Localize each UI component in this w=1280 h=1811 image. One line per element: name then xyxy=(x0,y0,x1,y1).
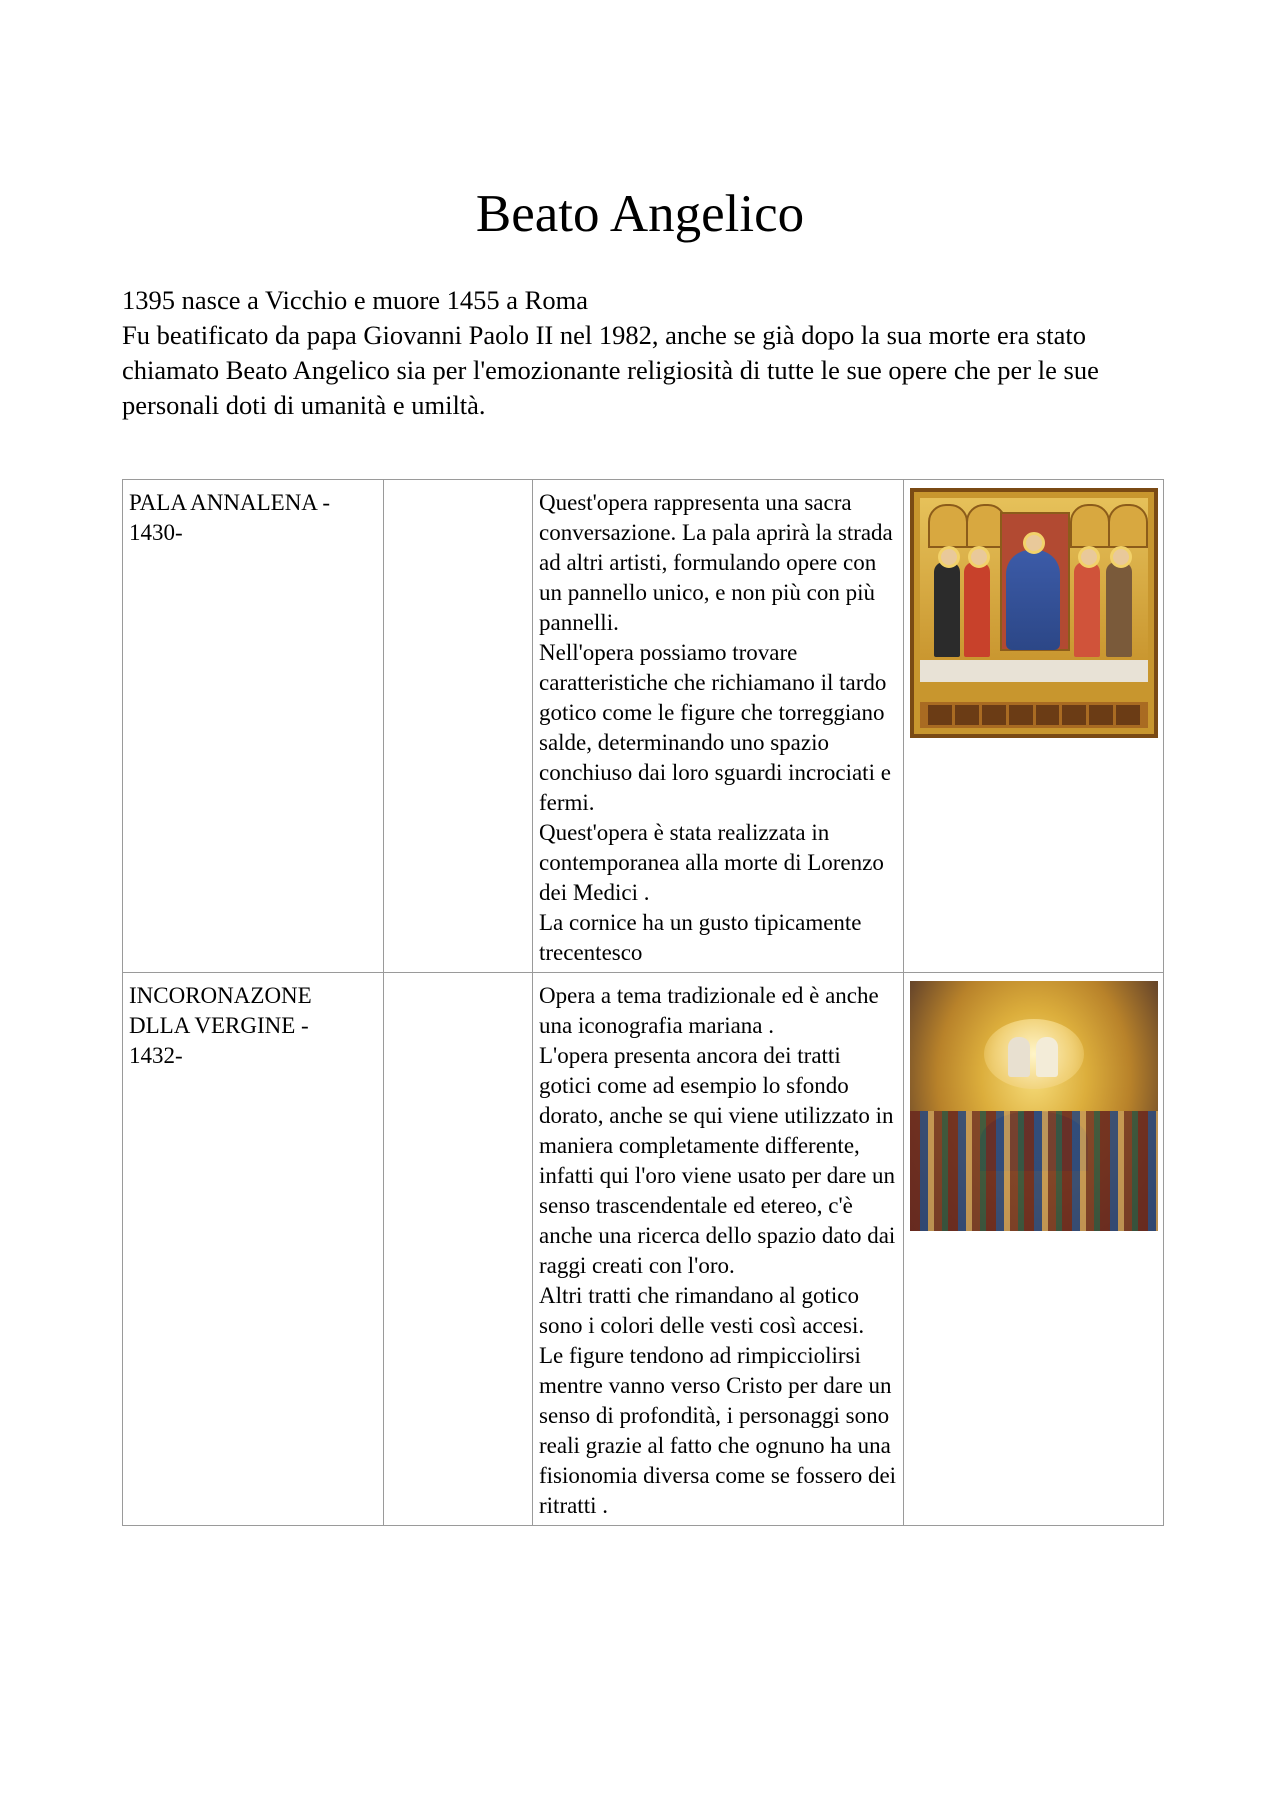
saint-figure xyxy=(964,562,990,657)
intro-section xyxy=(122,283,1172,423)
description-paragraph: L'opera presenta ancora dei tratti gotici come ad esempio lo sfondo dorato, anche se qui viene utilizzato in maniera completamente differente, infatti qui l'oro viene usato per dare un senso trascendentale ed etereo, c'è anche una ricerca dello spazio dato dai raggi creati con l'oro. xyxy=(539,1043,896,1278)
work-name-cell xyxy=(123,480,384,973)
work-image-cell xyxy=(904,973,1164,1526)
madonna-head xyxy=(1023,532,1045,554)
saint-head xyxy=(938,546,960,568)
arch-ornament xyxy=(928,504,968,548)
work-name: INCORONAZONE DLLA VERGINE - xyxy=(129,983,312,1038)
virgin-figure xyxy=(1008,1037,1030,1077)
work-name-cell xyxy=(123,973,384,1526)
arch-ornament xyxy=(1070,504,1110,548)
intro-paragraph: Fu beatificato da papa Giovanni Paolo II nel 1982, anche se già dopo la sua morte era stato chiamato Beato Angelico sia per l'emozionante religiosità di tutte le sue opere che per le sue personali doti di umanità e umiltà. xyxy=(122,320,1099,420)
floor xyxy=(920,660,1148,682)
description-paragraph: La cornice ha un gusto tipicamente trecentesco xyxy=(539,910,862,965)
madonna-figure xyxy=(1006,550,1060,650)
empty-cell xyxy=(384,973,533,1526)
incoronazione-della-vergine-painting xyxy=(910,981,1158,1231)
description-paragraph: Quest'opera è stata realizzata in contemporanea alla morte di Lorenzo dei Medici . xyxy=(539,820,884,905)
work-image-cell xyxy=(904,480,1164,973)
description-paragraph: Quest'opera rappresenta una sacra conversazione. La pala aprirà la strada ad altri artisti, formulando opere con un pannello unico, e non più con più pannelli. xyxy=(539,490,893,635)
work-date: 1432- xyxy=(129,1043,183,1068)
works-table xyxy=(122,479,1164,1526)
saint-head xyxy=(1078,546,1100,568)
predella xyxy=(920,702,1148,728)
description-paragraph: Le figure tendono ad rimpicciolirsi mentre vanno verso Cristo per dare un senso di profondità, i personaggi sono reali grazie al fatto che ognuno ha una fisionomia diversa come se fossero dei ritratti . xyxy=(539,1343,897,1518)
saint-head xyxy=(968,546,990,568)
table-row xyxy=(123,973,1164,1526)
saint-figure xyxy=(1106,562,1132,657)
description-paragraph: Nell'opera possiamo trovare caratteristiche che richiamano il tardo gotico come le figure che torreggiano salde, determinando uno spazio conchiuso dai loro sguardi incrociati e fermi. xyxy=(539,640,891,815)
work-description-cell xyxy=(533,973,904,1526)
work-description-cell xyxy=(533,480,904,973)
saint-figure xyxy=(1074,562,1100,657)
saint-figure xyxy=(934,562,960,657)
empty-cell xyxy=(384,480,533,973)
pala-annalena-painting xyxy=(910,488,1158,738)
document-title: Beato Angelico xyxy=(475,185,805,243)
work-date: 1430- xyxy=(129,520,183,545)
description-paragraph: Opera a tema tradizionale ed è anche una iconografia mariana . xyxy=(539,983,879,1038)
christ-figure xyxy=(1036,1037,1058,1077)
description-paragraph: Altri tratti che rimandano al gotico sono i colori delle vesti così accesi. xyxy=(539,1283,865,1338)
saints-crowd xyxy=(910,1111,1158,1231)
table-row xyxy=(123,480,1164,973)
intro-line: 1395 nasce a Vicchio e muore 1455 a Roma xyxy=(122,285,588,315)
golden-rays xyxy=(984,1019,1084,1089)
work-name: PALA ANNALENA - xyxy=(129,490,331,515)
saint-head xyxy=(1110,546,1132,568)
arch-ornament xyxy=(1108,504,1148,548)
